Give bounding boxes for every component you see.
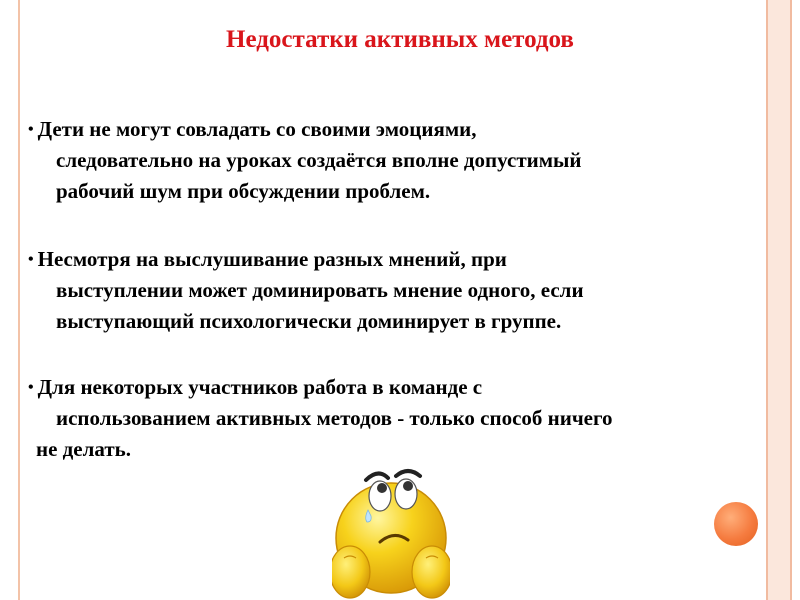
bullet-line: • Для некоторых участников работа в команде с (28, 375, 483, 399)
orange-circle-icon (714, 502, 758, 546)
right-decorative-band (766, 0, 792, 600)
bullet-item-1 (28, 114, 768, 207)
bullet-item-2 (28, 244, 768, 337)
bullet-item-3 (28, 372, 768, 465)
bullet-line: рабочий шум при обсуждении проблем. (56, 179, 431, 203)
bullet-line: • Дети не могут совладать со своими эмоциями, (28, 117, 477, 141)
bullet-line: не делать. (36, 437, 132, 461)
worried-smiley-icon (332, 458, 450, 600)
bullet-line: выступлении может доминировать мнение одного, если (56, 278, 584, 302)
bullet-dot-icon: • (28, 251, 34, 268)
bullet-dot-icon: • (28, 379, 34, 396)
bullet-line: • Несмотря на выслушивание разных мнений, при (28, 247, 507, 271)
left-border-line (18, 0, 20, 600)
bullet-line: следовательно на уроках создаётся вполне допустимый (56, 148, 582, 172)
bullet-dot-icon: • (28, 121, 34, 138)
bullet-line: выступающий психологически доминирует в группе. (56, 309, 562, 333)
slide-title: Недостатки активных методов (226, 26, 574, 53)
bullet-line: использованием активных методов - только способ ничего (56, 406, 613, 430)
